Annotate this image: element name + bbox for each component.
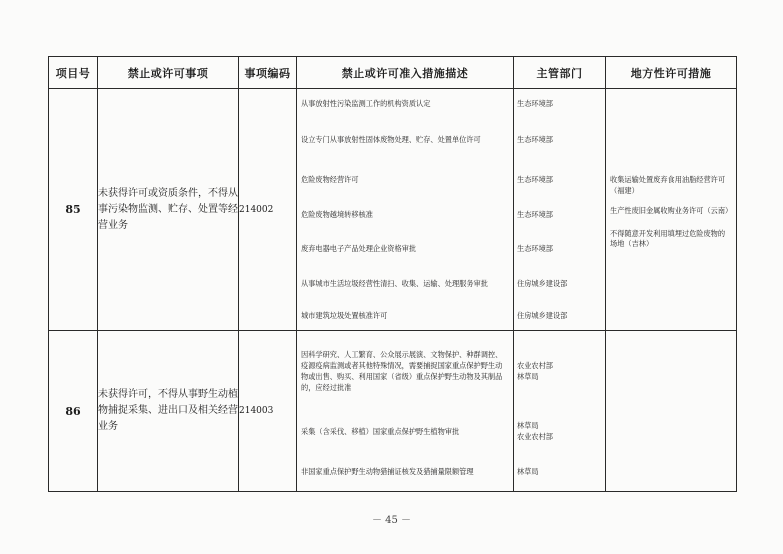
table-header-row xyxy=(49,57,737,89)
local-measures xyxy=(606,331,737,492)
header-dept: 主管部门 xyxy=(514,57,606,89)
measure-desc: 非国家重点保护野生动物猎捕证核发及猎捕量限额管理 xyxy=(301,467,474,476)
local-measures xyxy=(606,89,737,331)
table-row xyxy=(49,89,737,331)
dept-name: 林草局 农业农村部 xyxy=(517,421,553,441)
dept-name: 住房城乡建设部 xyxy=(517,311,568,320)
measure-desc: 因科学研究、人工繁育、公众展示展演、文物保护、种群调控、疫源疫病监测或者其他特殊情况，需要捕捉国家重点保护野生动物或出售、购买、利用国家（省级）重点保护野生动物及其制品的，应经过批准 xyxy=(301,349,503,392)
local-measure-item: 不得随意开发利用填埋过危险废物的场地（吉林） xyxy=(610,228,726,249)
measure-desc: 城市建筑垃圾处置核准许可 xyxy=(301,311,388,320)
measure-desc: 采集（含采伐、移植）国家重点保护野生植物审批 xyxy=(301,426,460,436)
item-code: 214003 xyxy=(239,331,297,492)
item-code: 214002 xyxy=(239,89,297,331)
dept-name: 生态环境部 xyxy=(517,98,553,108)
dept-name: 生态环境部 xyxy=(517,209,553,219)
dept-list xyxy=(514,331,606,492)
dept-list xyxy=(514,89,606,331)
item-name: 未获得许可，不得从事野生动植物捕捉采集、进出口及相关经营业务 xyxy=(98,331,239,492)
measure-desc: 危险废物经营许可 xyxy=(301,174,359,184)
local-measure-item: 生产性废旧金属收购业务许可（云南） xyxy=(610,206,733,216)
measure-desc: 从事城市生活垃圾经营性清扫、收集、运输、处理服务审批 xyxy=(301,278,488,288)
dept-name: 农业农村部 林草局 xyxy=(517,360,553,381)
measure-desc: 废弃电器电子产品处理企业资格审批 xyxy=(301,243,417,253)
dept-name: 生态环境部 xyxy=(517,174,553,184)
table-row xyxy=(49,331,737,492)
dept-name: 林草局 xyxy=(517,467,539,476)
local-measure-item: 收集运输处置废弃食用油脂经营许可（福建） xyxy=(610,175,726,195)
dept-name: 住房城乡建设部 xyxy=(517,278,568,288)
header-measure-desc: 禁止或许可准入措施描述 xyxy=(297,57,514,89)
permit-table xyxy=(48,56,737,492)
measure-desc: 设立专门从事放射性固体废物处理、贮存、处置单位许可 xyxy=(301,134,481,144)
header-item-code: 事项编码 xyxy=(239,57,297,89)
measure-desc: 危险废物越境转移核准 xyxy=(301,209,373,219)
header-item-no: 项目号 xyxy=(49,57,98,89)
measure-desc-list xyxy=(297,89,514,331)
dept-name: 生态环境部 xyxy=(517,134,553,144)
dept-name: 生态环境部 xyxy=(517,243,553,253)
header-local-measures: 地方性许可措施 xyxy=(606,57,737,89)
header-item-name: 禁止或许可事项 xyxy=(98,57,239,89)
item-number: 85 xyxy=(49,89,98,331)
measure-desc-list xyxy=(297,331,514,492)
item-number: 86 xyxy=(49,331,98,492)
page-number: － 45 － xyxy=(371,515,412,526)
item-name: 未获得许可或资质条件，不得从事污染物监测、贮存、处置等经营业务 xyxy=(98,89,239,331)
measure-desc: 从事放射性污染监测工作的机构资质认定 xyxy=(301,98,431,108)
